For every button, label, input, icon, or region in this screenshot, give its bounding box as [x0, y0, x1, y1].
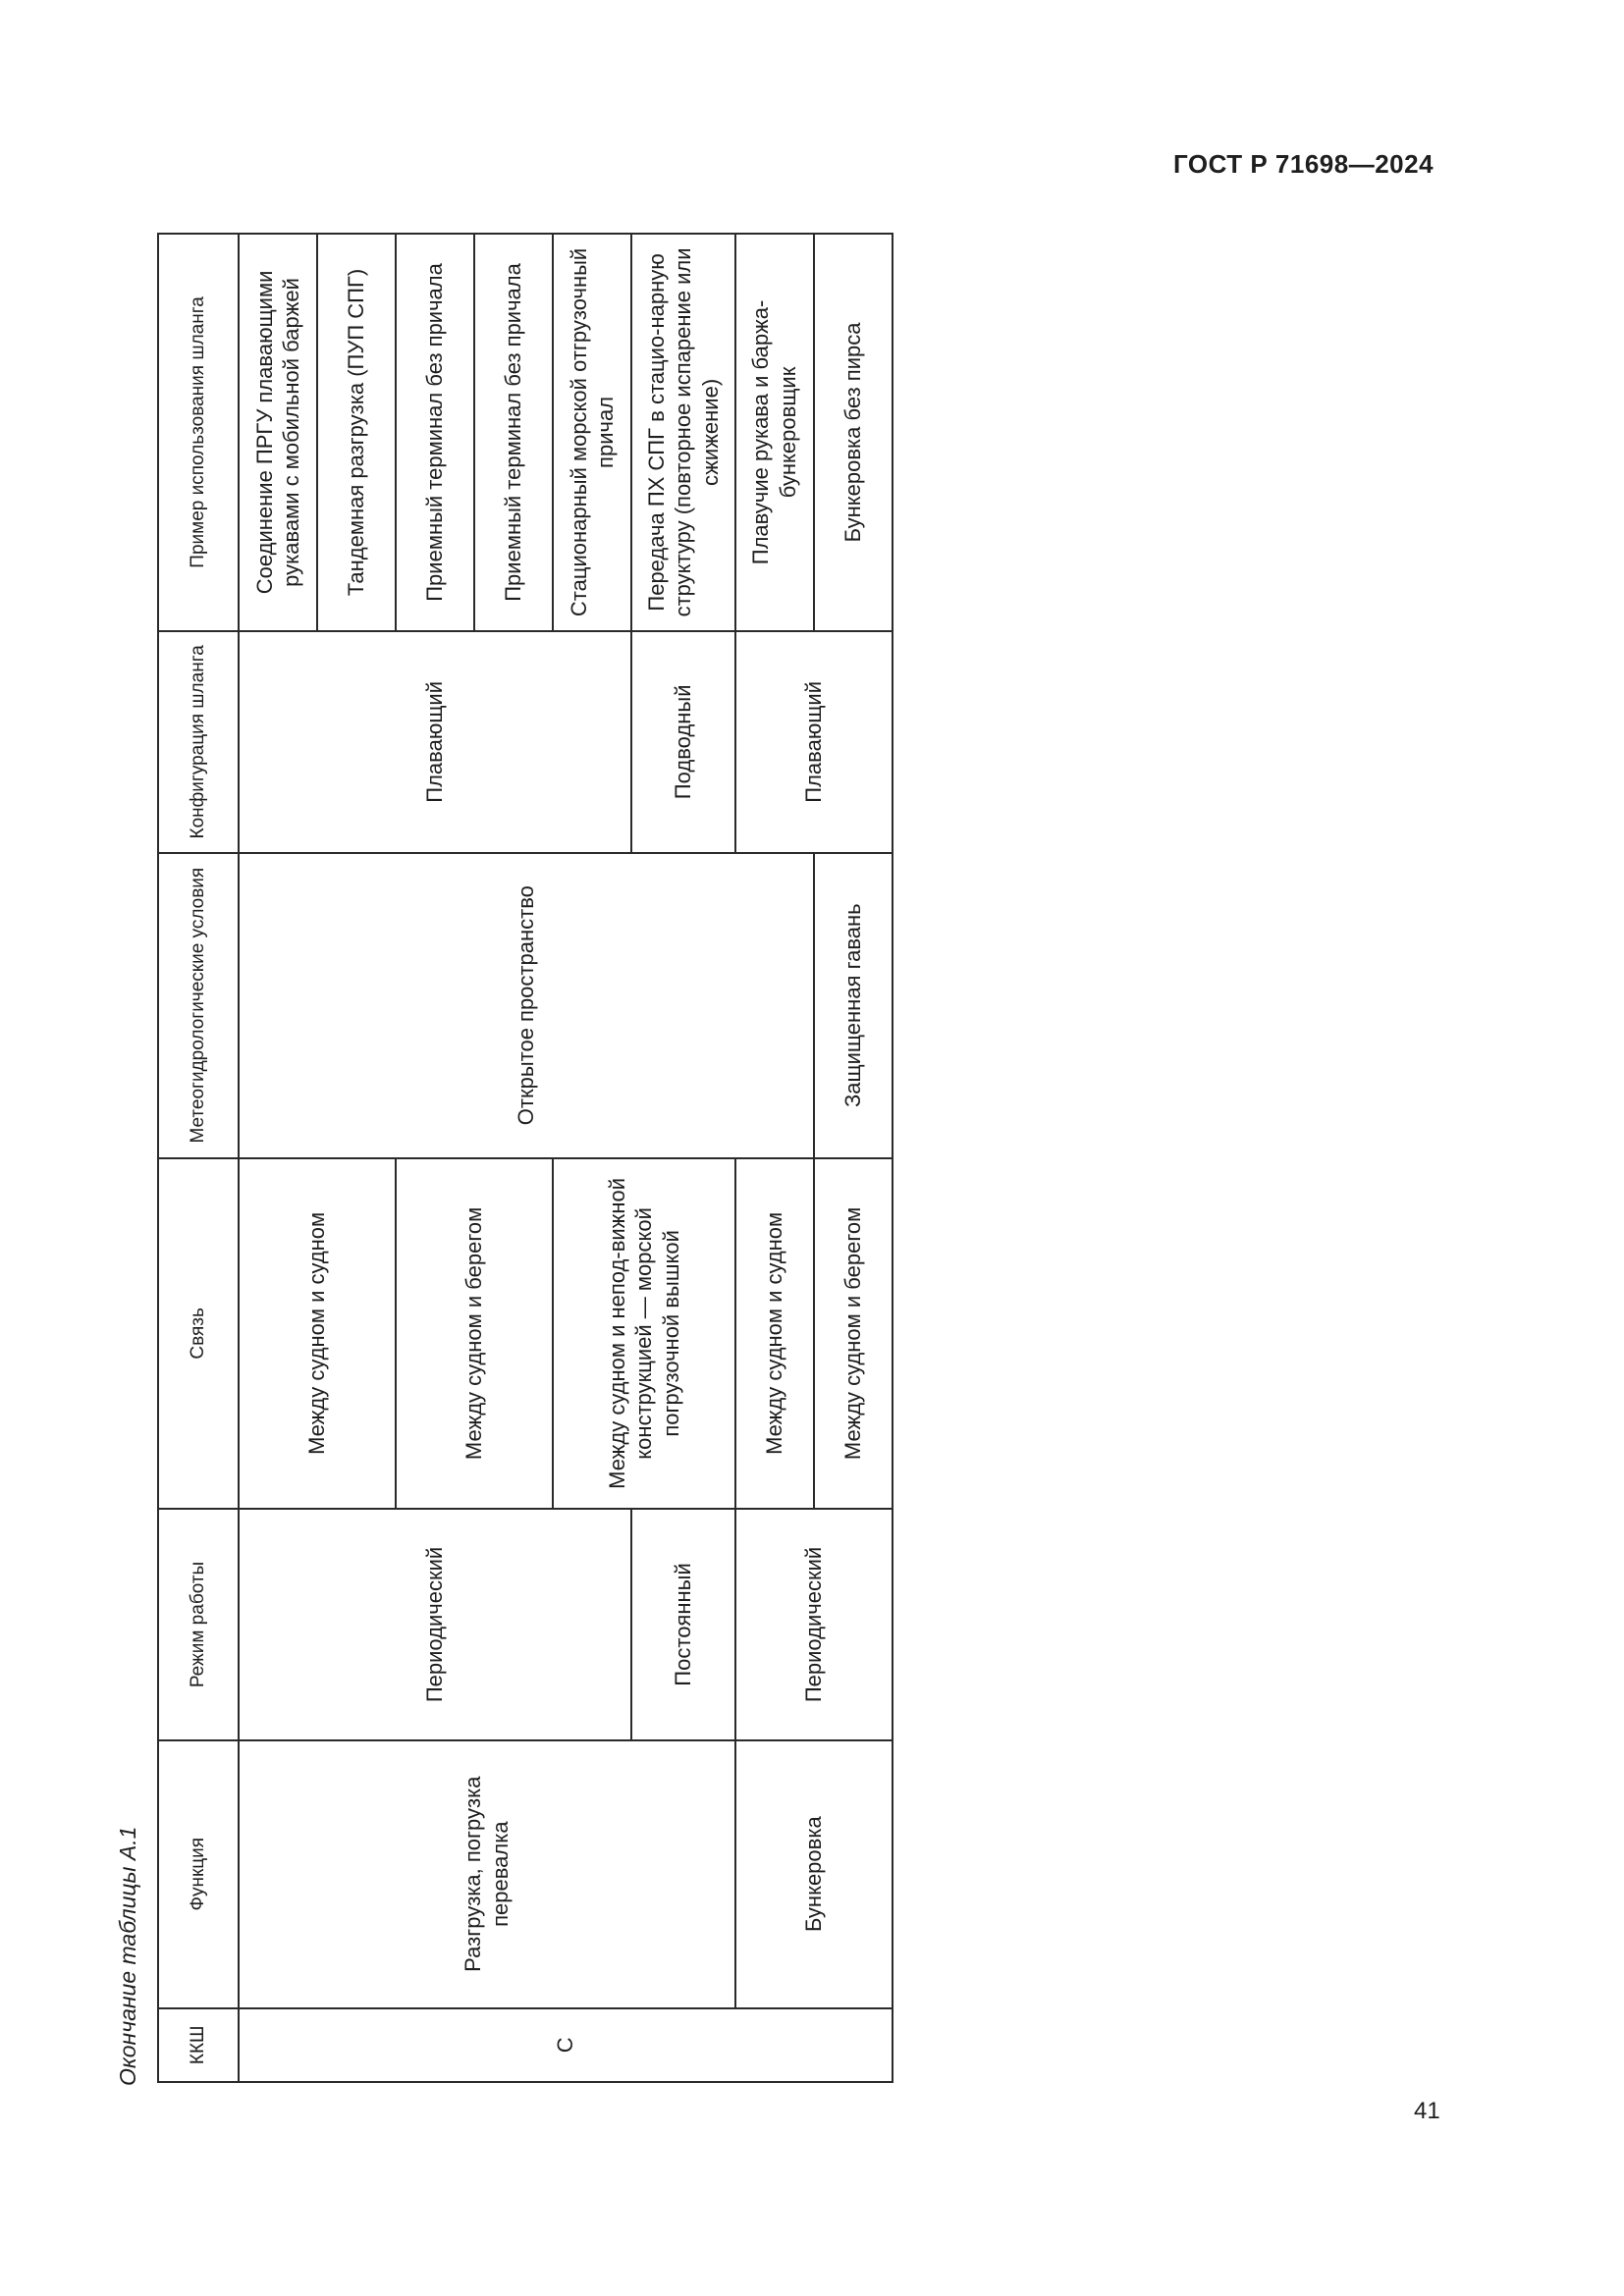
cell-link-ship-ship-2: Между судном и судном [735, 1158, 814, 1510]
cell-example: Приемный терминал без причала [474, 234, 553, 631]
header-meteo: Метеогидрологические условия [158, 853, 239, 1158]
cell-link-ship-tower: Между судном и непод-вижной конструкцией — морской погрузочной вышкой [553, 1158, 735, 1510]
table-rotated-wrapper [157, 233, 893, 2083]
cell-config-floating-2: Плавающий [735, 631, 893, 853]
cell-function-bunkering: Бункеровка [735, 1740, 893, 2008]
table-header-row [158, 234, 239, 2082]
header-mode: Режим работы [158, 1509, 239, 1739]
cell-example: Тандемная разгрузка (ПУП СПГ) [317, 234, 396, 631]
cell-link-ship-ship: Между судном и судном [239, 1158, 396, 1510]
cell-example: Стационарный морской отгрузочный причал [553, 234, 631, 631]
cell-function-transfer: Разгрузка, погрузка перевалка [239, 1740, 735, 2008]
header-link: Связь [158, 1158, 239, 1510]
header-example: Пример использования шланга [158, 234, 239, 631]
cell-kksh: С [239, 2008, 893, 2082]
table-caption: Окончание таблицы А.1 [115, 1826, 140, 2086]
cell-link-ship-shore: Между судном и берегом [396, 1158, 553, 1510]
page-number: 41 [1414, 2098, 1440, 2124]
cell-meteo-harbor: Защищенная гавань [814, 853, 893, 1158]
data-table [157, 233, 893, 2083]
document-code: ГОСТ Р 71698—2024 [1173, 149, 1435, 179]
cell-link-ship-shore-2: Между судном и берегом [814, 1158, 893, 1510]
header-kksh: ККШ [158, 2008, 239, 2082]
cell-example: Приемный терминал без причала [396, 234, 474, 631]
cell-config-floating: Плавающий [239, 631, 631, 853]
cell-mode-periodic-2: Периодический [735, 1509, 893, 1739]
cell-mode-periodic: Периодический [239, 1509, 631, 1739]
cell-example: Передача ПХ СПГ в стацио-нарную структуру (повторное испарение или сжижение) [631, 234, 735, 631]
cell-config-submerged: Подводный [631, 631, 735, 853]
cell-example: Бункеровка без пирса [814, 234, 893, 631]
header-function: Функция [158, 1740, 239, 2008]
table-row [239, 234, 317, 2082]
cell-mode-constant: Постоянный [631, 1509, 735, 1739]
cell-meteo-open: Открытое пространство [239, 853, 814, 1158]
table-row [735, 234, 814, 2082]
cell-example: Плавучие рукава и баржа-бункеровщик [735, 234, 814, 631]
header-config: Конфигурация шланга [158, 631, 239, 853]
cell-example: Соединение ПРГУ плавающими рукавами с мобильной баржей [239, 234, 317, 631]
